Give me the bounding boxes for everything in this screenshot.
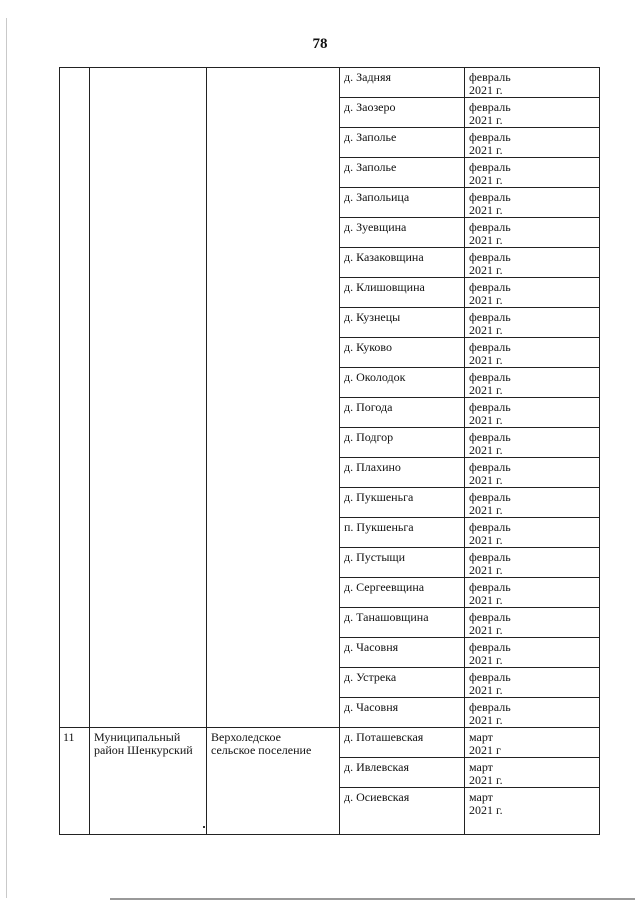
table-row bbox=[60, 728, 600, 758]
place-cell: д. Заполье bbox=[340, 158, 465, 188]
date-cell: март 2021 г bbox=[465, 728, 600, 758]
place-cell: д. Поташевская bbox=[340, 728, 465, 758]
date-cell: февраль 2021 г. bbox=[465, 308, 600, 338]
date-cell: февраль 2021 г. bbox=[465, 218, 600, 248]
date-cell: февраль 2021 г. bbox=[465, 608, 600, 638]
date-cell: февраль 2021 г. bbox=[465, 638, 600, 668]
settlement-cell: Верхоледское сельское поселение bbox=[207, 728, 340, 835]
date-cell: февраль 2021 г. bbox=[465, 548, 600, 578]
date-cell: февраль 2021 г. bbox=[465, 248, 600, 278]
date-cell: февраль 2021 г. bbox=[465, 98, 600, 128]
place-cell: д. Устрека bbox=[340, 668, 465, 698]
date-cell: февраль 2021 г. bbox=[465, 368, 600, 398]
place-cell: д. Околодок bbox=[340, 368, 465, 398]
place-cell: д. Сергеевщина bbox=[340, 578, 465, 608]
place-cell: д. Пустыщи bbox=[340, 548, 465, 578]
place-cell: д. Осиевская bbox=[340, 788, 465, 835]
place-cell: п. Пукшеньга bbox=[340, 518, 465, 548]
place-cell: д. Часовня bbox=[340, 638, 465, 668]
page-number: 78 bbox=[312, 36, 328, 52]
date-cell: февраль 2021 г. bbox=[465, 68, 600, 98]
date-cell: февраль 2021 г. bbox=[465, 488, 600, 518]
date-cell: февраль 2021 г. bbox=[465, 188, 600, 218]
place-cell: д. Куково bbox=[340, 338, 465, 368]
place-cell: д. Погода bbox=[340, 398, 465, 428]
place-cell: д. Зуевщина bbox=[340, 218, 465, 248]
date-cell: февраль 2021 г. bbox=[465, 698, 600, 728]
place-cell: д. Подгор bbox=[340, 428, 465, 458]
place-cell: д. Пукшеньга bbox=[340, 488, 465, 518]
scan-edge-left bbox=[6, 18, 7, 898]
place-cell: д. Казаковщина bbox=[340, 248, 465, 278]
date-cell: февраль 2021 г. bbox=[465, 128, 600, 158]
place-cell: д. Кузнецы bbox=[340, 308, 465, 338]
place-cell: д. Заполье bbox=[340, 128, 465, 158]
date-cell: февраль 2021 г. bbox=[465, 158, 600, 188]
row-number-cell: 11 bbox=[60, 728, 90, 835]
place-cell: д. Заозеро bbox=[340, 98, 465, 128]
district-cell: Муниципальный район Шенкурский bbox=[90, 728, 207, 835]
table-row bbox=[60, 68, 600, 98]
schedule-table bbox=[59, 67, 600, 835]
date-cell: февраль 2021 г. bbox=[465, 278, 600, 308]
place-cell: д. Запольица bbox=[340, 188, 465, 218]
scan-edge-bottom bbox=[110, 898, 635, 900]
date-cell: февраль 2021 г. bbox=[465, 428, 600, 458]
place-cell: д. Задняя bbox=[340, 68, 465, 98]
settlement-cell bbox=[207, 68, 340, 728]
row-number-cell bbox=[60, 68, 90, 728]
date-cell: февраль 2021 г. bbox=[465, 668, 600, 698]
place-cell: д. Танашовщина bbox=[340, 608, 465, 638]
date-cell: февраль 2021 г. bbox=[465, 398, 600, 428]
date-cell: февраль 2021 г. bbox=[465, 518, 600, 548]
place-cell: д. Часовня bbox=[340, 698, 465, 728]
date-cell: февраль 2021 г. bbox=[465, 578, 600, 608]
district-cell bbox=[90, 68, 207, 728]
place-cell: д. Ивлевская bbox=[340, 758, 465, 788]
date-cell: март 2021 г. bbox=[465, 758, 600, 788]
place-cell: д. Клишовщина bbox=[340, 278, 465, 308]
date-cell: февраль 2021 г. bbox=[465, 338, 600, 368]
date-cell: февраль 2021 г. bbox=[465, 458, 600, 488]
date-cell: март 2021 г. bbox=[465, 788, 600, 835]
place-cell: д. Плахино bbox=[340, 458, 465, 488]
